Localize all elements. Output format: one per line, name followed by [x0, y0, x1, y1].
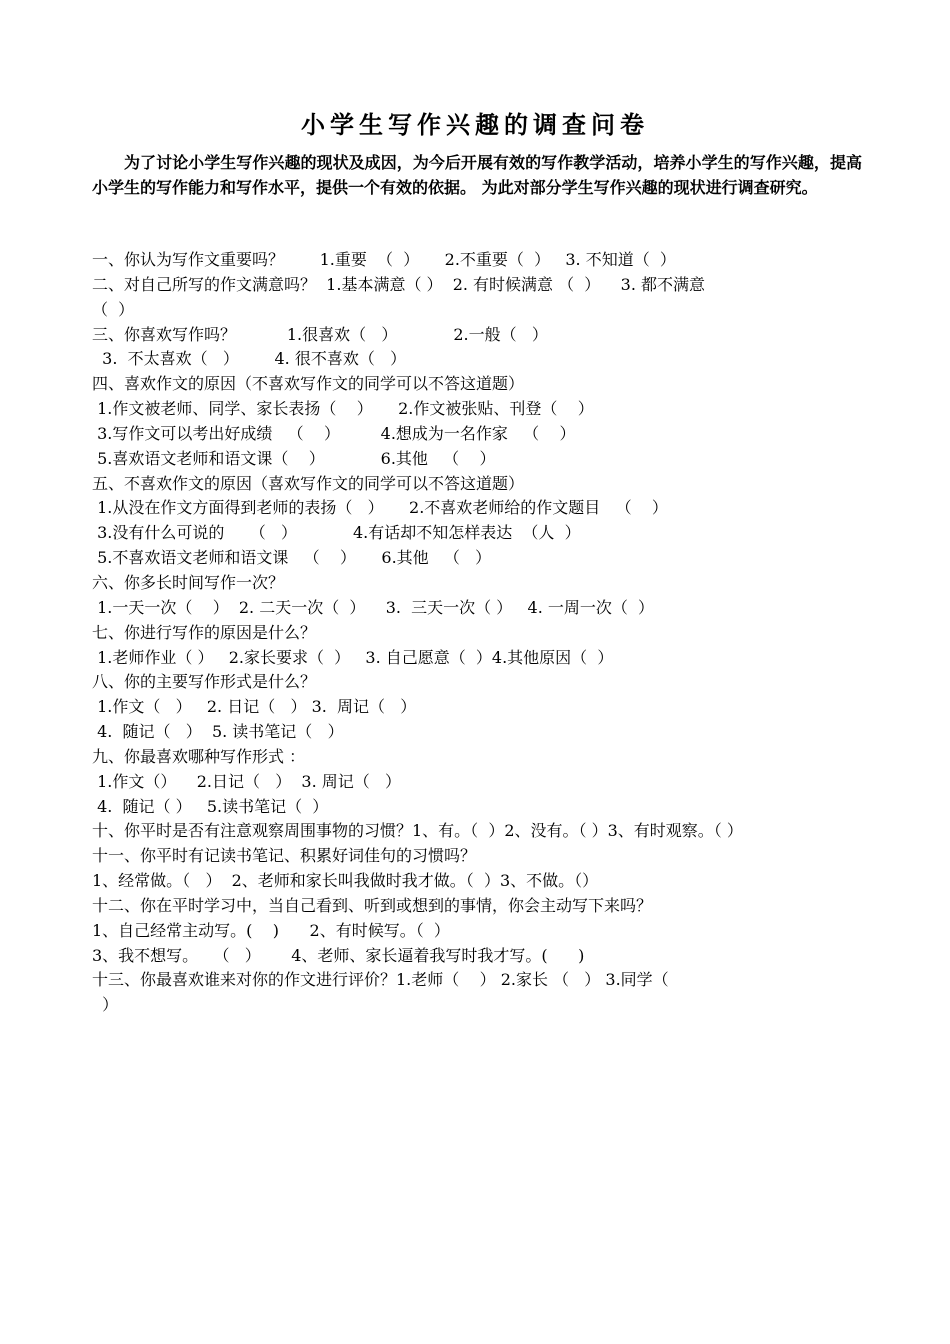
question-line: 3.写作文可以考出好成绩 （ ） 4.想成为一名作家 （ ） — [92, 423, 576, 443]
question-line: 1、自己经常主动写。( ) 2、有时候写。（ ） — [92, 920, 450, 940]
question-line: 十二、你在平时学习中，当自己看到、听到或想到的事情，你会主动写下来吗？ — [92, 895, 653, 915]
question-line: 1、经常做。（ ） 2、老师和家长叫我做时我才做。（ ）3、不做。（） — [92, 871, 599, 891]
intro-paragraph: 为了讨论小学生写作兴趣的现状及成因，为今后开展有效的写作教学活动，培养小学生的写作兴趣，提高小学生的写作能力和写作水平，提供一个有效的依据。 为此对部分学生写作兴趣的现状进行调查研究。 — [92, 153, 862, 197]
question-line: 十一、你平时有记读书笔记、积累好词佳句的习惯吗？ — [92, 846, 477, 866]
question-line: 一、你认为写作文重要吗？ 1.重要 （ ） 2.不重要（ ） 3. 不知道（ ） — [92, 250, 676, 269]
question-line: 五、不喜欢作文的原因（喜欢写作文的同学可以不答这道题） — [92, 473, 525, 493]
question-line: 八、你的主要写作形式是什么？ — [92, 672, 317, 692]
question-line: 二、对自己所写的作文满意吗？ 1.基本满意（ ） 2. 有时候满意 （ ） 3. 都不满意 — [92, 274, 706, 294]
question-line: 六、你多长时间写作一次？ — [92, 572, 285, 592]
question-list — [92, 248, 866, 1018]
question-line: 4. 随记（ ） 5.读书笔记（ ） — [92, 796, 329, 816]
question-line: 1.从没在作文方面得到老师的表扬（ ） 2.不喜欢老师给的作文题目 （ ） — [92, 498, 668, 518]
question-line: 4. 随记（ ） 5. 读书笔记（ ） — [92, 722, 344, 742]
question-line: 七、你进行写作的原因是什么？ — [92, 622, 317, 642]
question-line: 九、你最喜欢哪种写作形式 ： — [92, 746, 306, 766]
question-line: ） — [92, 995, 119, 1015]
question-line: 1.老师作业（ ） 2.家长要求（ ） 3. 自己愿意（ ）4.其他原因（ ） — [92, 647, 614, 667]
question-line: 1.一天一次（ ） 2. 二天一次（ ） 3. 三天一次（ ） 4. 一周一次（ ） — [92, 597, 655, 617]
question-line: 3、我不想写。 （ ） 4、老师、家长逼着我写时我才写。( ) — [92, 945, 585, 965]
question-line: 十、你平时是否有注意观察周围事物的习惯？1、有。（ ）2、没有。（ ）3、有时观察。（ ） — [92, 821, 743, 841]
question-line: 1.作文（ ） 2. 日记（ ） 3. 周记（ ） — [92, 697, 417, 717]
question-line: 5.喜欢语文老师和语文课（ ） 6.其他 （ ） — [92, 448, 496, 468]
question-line: 十三、你最喜欢谁来对你的作文进行评价？1.老师（ ） 2.家长 （ ） 3.同学（ — [92, 970, 669, 990]
page-title: 小学生写作兴趣的调查问卷 — [301, 111, 649, 139]
question-line: （ ） — [92, 299, 135, 319]
question-line: 3.没有什么可说的 （ ） 4.有话却不知怎样表达 （人 ） — [92, 523, 581, 543]
question-line: 5.不喜欢语文老师和语文课 （ ） 6.其他 （ ） — [92, 548, 492, 568]
question-line: 3. 不太喜欢（ ） 4. 很不喜欢（ ） — [92, 349, 407, 369]
question-line: 1.作文（） 2.日记（ ） 3. 周记（ ） — [92, 771, 402, 791]
question-line: 三、你喜欢写作吗？ 1.很喜欢（ ） 2.一般（ ） — [92, 324, 548, 344]
question-line: 1.作文被老师、同学、家长表扬（ ） 2.作文被张贴、刊登（ ） — [92, 399, 594, 419]
question-line: 四、喜欢作文的原因（不喜欢写作文的同学可以不答这道题） — [92, 374, 525, 394]
